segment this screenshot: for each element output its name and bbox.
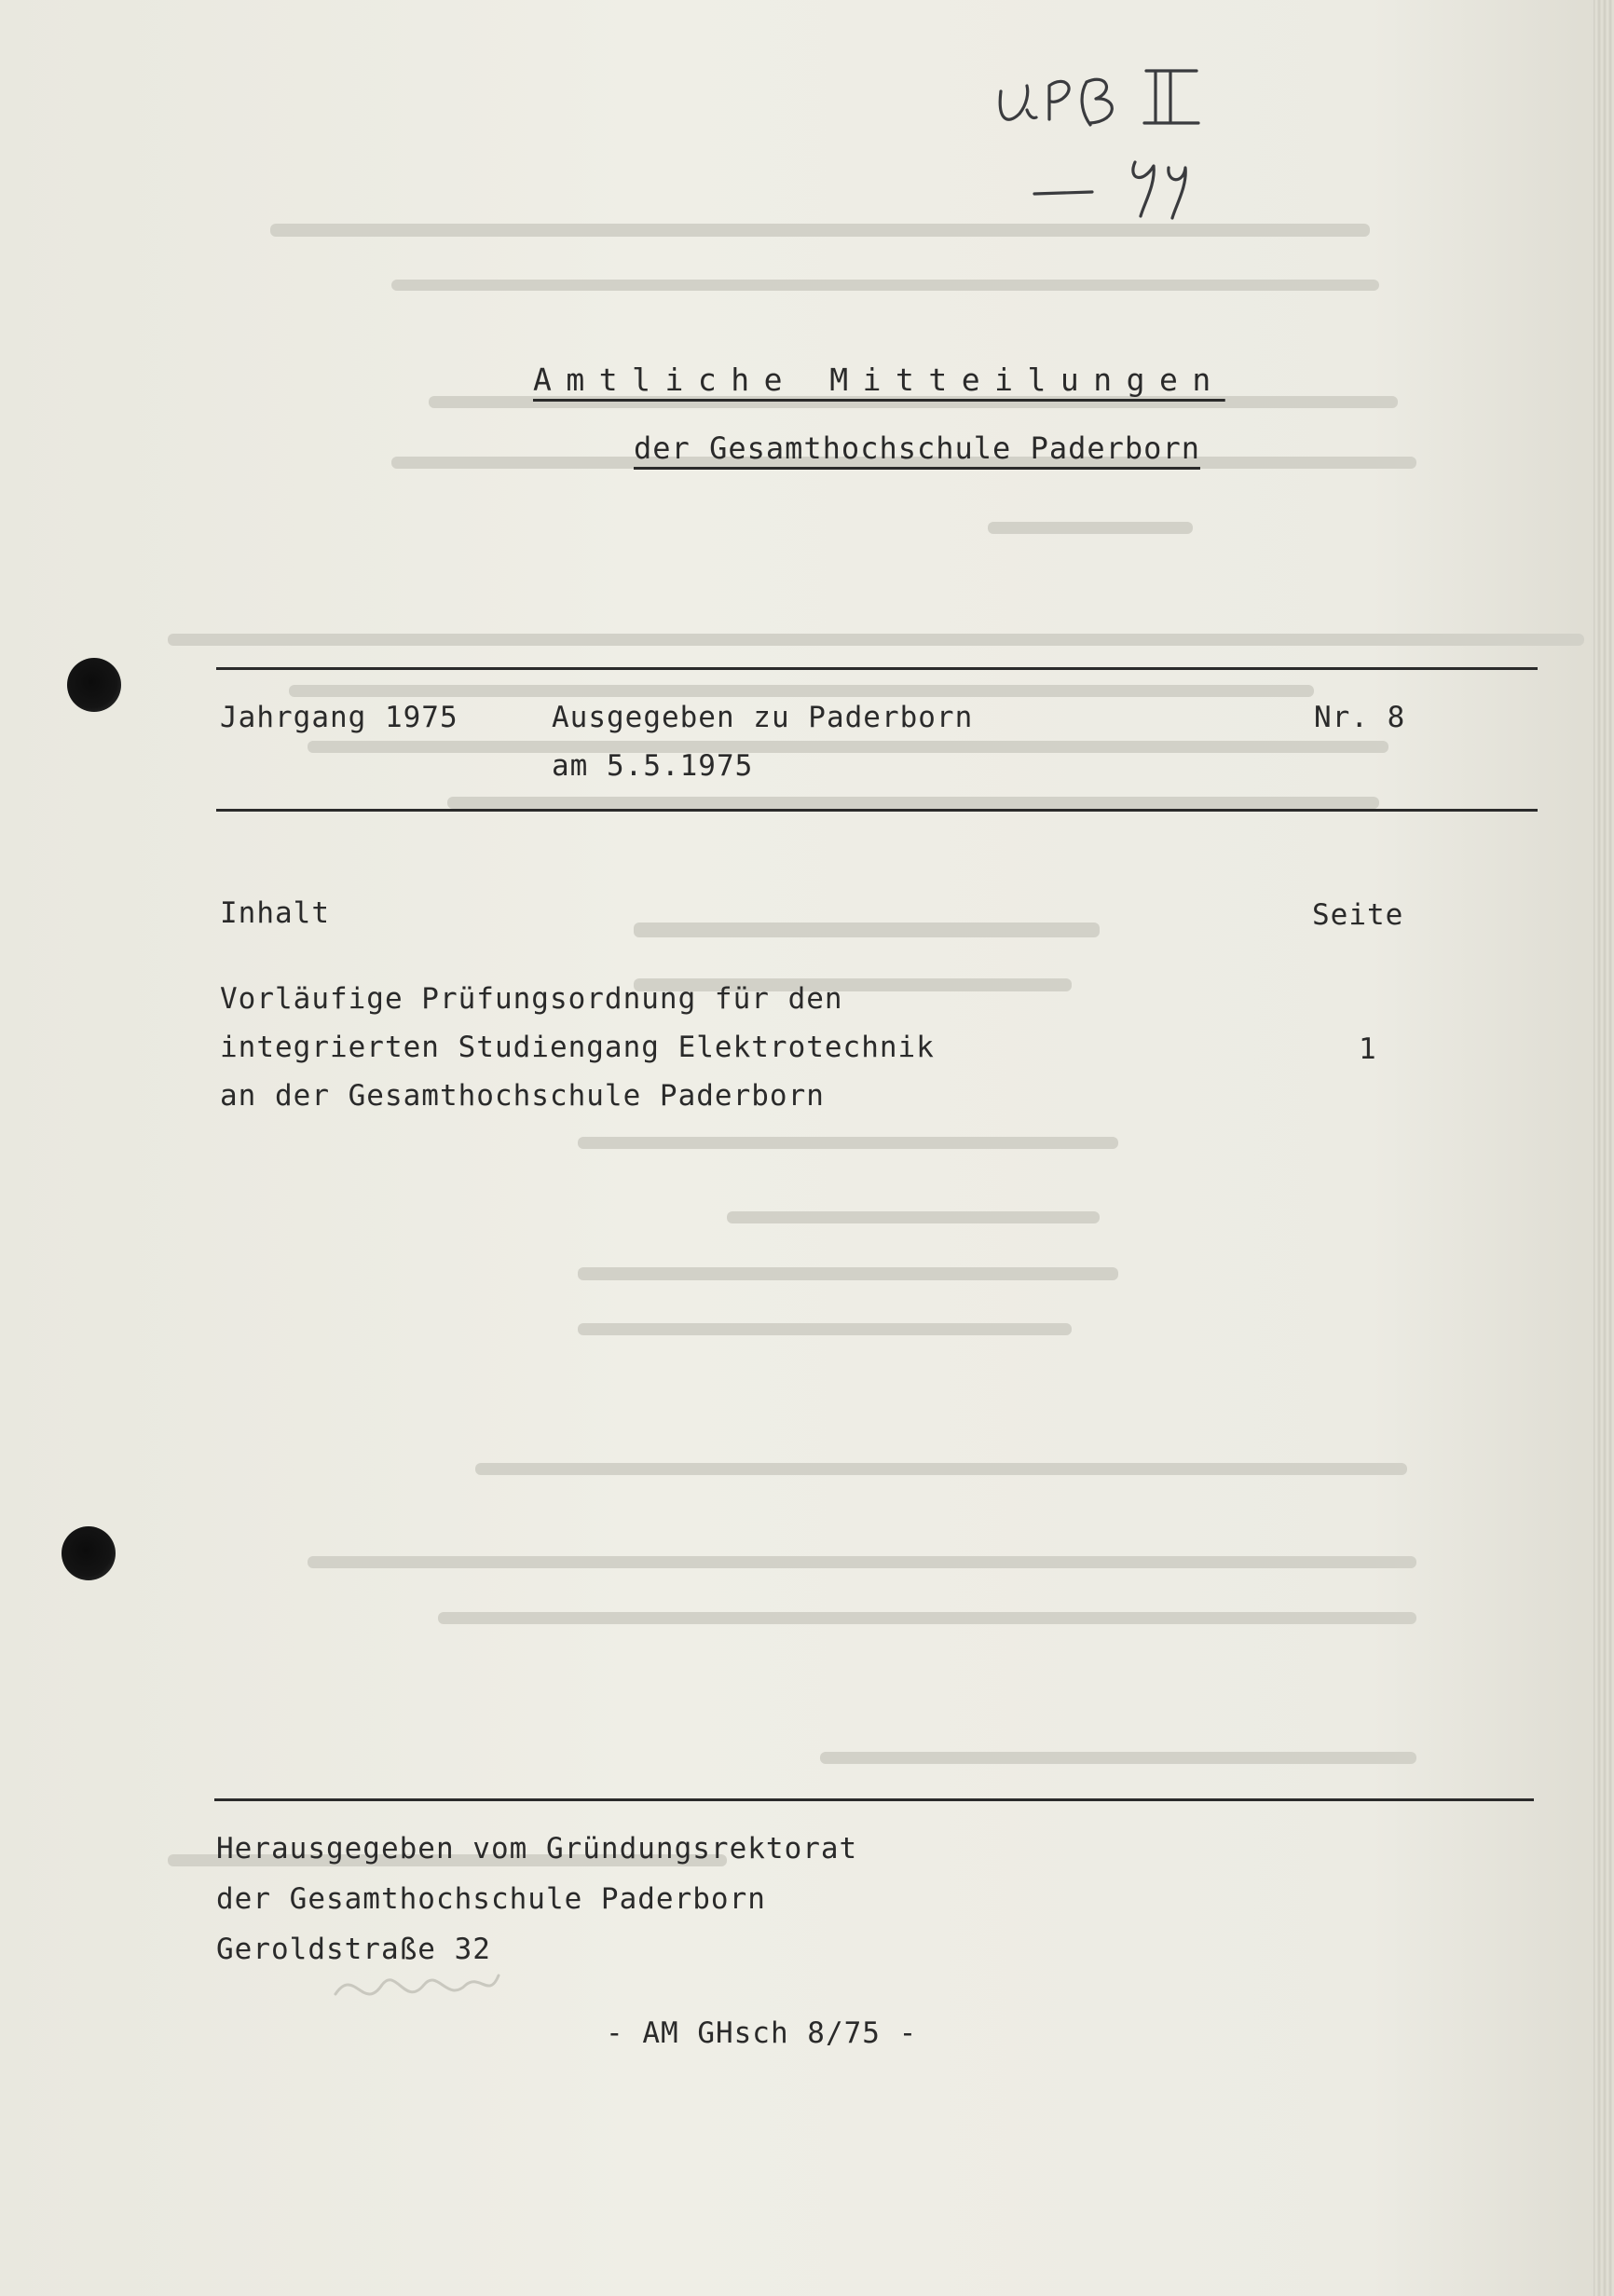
contents-entry-line: Vorläufige Prüfungsordnung für den bbox=[220, 982, 843, 1016]
document-title: Amtliche Mitteilungen bbox=[533, 362, 1225, 398]
issue-number: Nr. 8 bbox=[1314, 701, 1406, 734]
punch-hole-top bbox=[67, 658, 121, 712]
header-divider-top bbox=[216, 667, 1538, 670]
page-edge-stack bbox=[1593, 0, 1614, 2296]
issue-year: Jahrgang 1975 bbox=[220, 701, 458, 734]
footer-reference: - AM GHsch 8/75 - bbox=[606, 2016, 918, 2050]
issue-place: Ausgegeben zu Paderborn bbox=[552, 701, 974, 734]
publisher-line: der Gesamthochschule Paderborn bbox=[216, 1882, 766, 1916]
contents-heading: Inhalt bbox=[220, 896, 330, 930]
contents-entry-line: an der Gesamthochschule Paderborn bbox=[220, 1079, 825, 1113]
punch-hole-bottom bbox=[62, 1526, 116, 1580]
document-subtitle: der Gesamthochschule Paderborn bbox=[634, 430, 1200, 466]
handwritten-archive-mark bbox=[988, 65, 1267, 233]
contents-entry-line: integrierten Studiengang Elektrotechnik bbox=[220, 1031, 935, 1064]
header-divider-bottom bbox=[216, 809, 1538, 812]
publisher-address: Geroldstraße 32 bbox=[216, 1933, 491, 1966]
contents-entry-page: 1 bbox=[1359, 1032, 1377, 1066]
faint-signature bbox=[326, 1957, 503, 2022]
contents-page-heading: Seite bbox=[1312, 898, 1404, 932]
publisher-line: Herausgegeben vom Gründungsrektorat bbox=[216, 1832, 858, 1866]
issue-date: am 5.5.1975 bbox=[552, 749, 754, 783]
publisher-divider bbox=[214, 1798, 1534, 1801]
